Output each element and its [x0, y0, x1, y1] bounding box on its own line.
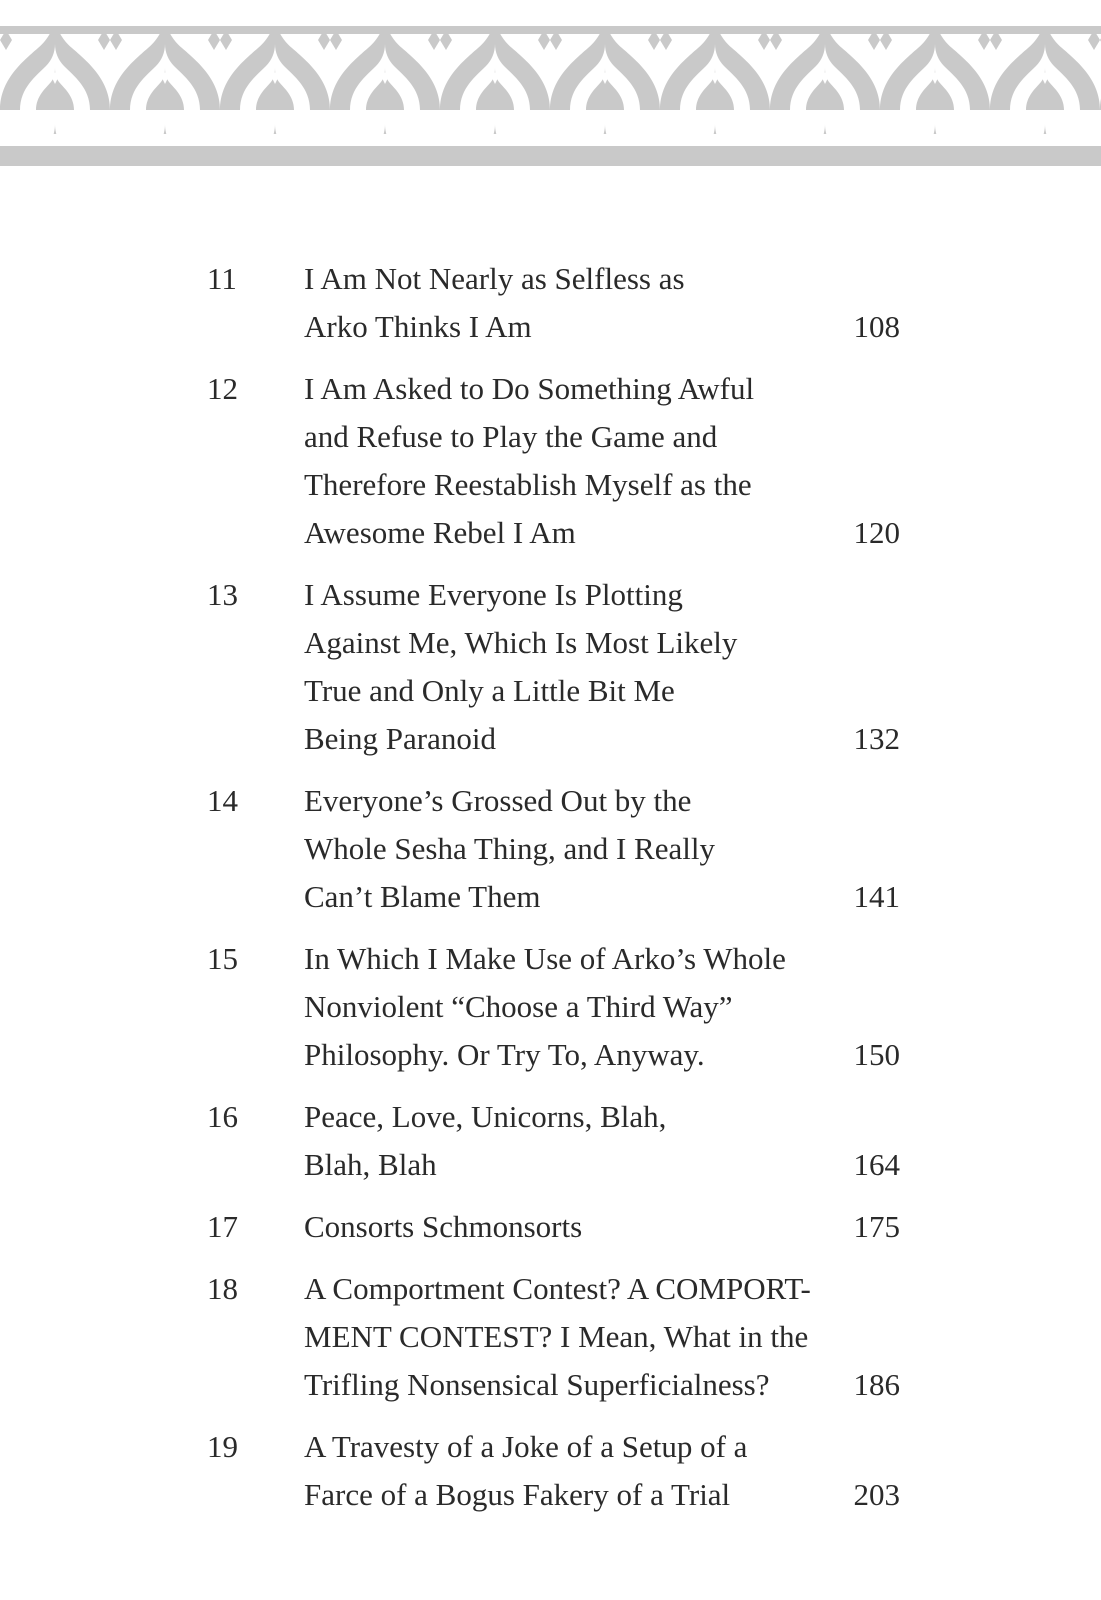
chapter-title-line: Can’t Blame Them	[304, 879, 541, 914]
toc-entry	[0, 777, 1101, 921]
chapter-number: 17	[207, 1209, 238, 1244]
chapter-number: 16	[207, 1099, 238, 1134]
chapter-title	[304, 1265, 834, 1409]
chapter-title	[304, 777, 834, 921]
chapter-title-line: Everyone’s Grossed Out by the	[304, 783, 692, 818]
chapter-title-line: and Refuse to Play the Game and	[304, 419, 718, 454]
page-number: 141	[853, 879, 900, 914]
toc-entry	[0, 1203, 1101, 1251]
chapter-title-line: Whole Sesha Thing, and I Really	[304, 831, 715, 866]
toc-entry	[0, 1265, 1101, 1409]
chapter-title-line: Consorts Schmonsorts	[304, 1209, 583, 1244]
chapter-title-line: Nonviolent “Choose a Third Way”	[304, 989, 733, 1024]
chapter-title-line: Philosophy. Or Try To, Anyway.	[304, 1037, 705, 1072]
toc-entry	[0, 1093, 1101, 1189]
chapter-title	[304, 1423, 834, 1519]
decorative-border-ornament	[0, 0, 1101, 175]
chapter-number: 19	[207, 1429, 238, 1464]
chapter-number: 14	[207, 783, 238, 818]
chapter-title-line: Blah, Blah	[304, 1147, 437, 1182]
page-number: 203	[853, 1477, 900, 1512]
chapter-title-line: Peace, Love, Unicorns, Blah,	[304, 1099, 667, 1134]
chapter-title-line: A Travesty of a Joke of a Setup of a	[304, 1429, 748, 1464]
table-of-contents	[0, 255, 1101, 1533]
chapter-title	[304, 1093, 834, 1189]
chapter-title	[304, 571, 834, 763]
chapter-number: 15	[207, 941, 238, 976]
page-number: 132	[853, 721, 900, 756]
chapter-number: 13	[207, 577, 238, 612]
toc-entry	[0, 571, 1101, 763]
toc-entry	[0, 1423, 1101, 1519]
chapter-title-line: Awesome Rebel I Am	[304, 515, 576, 550]
chapter-title-line: Arko Thinks I Am	[304, 309, 532, 344]
chapter-number: 18	[207, 1271, 238, 1306]
chapter-title-line: I Am Not Nearly as Selfless as	[304, 261, 685, 296]
toc-entry	[0, 935, 1101, 1079]
toc-entry	[0, 255, 1101, 351]
chapter-title-line: I Am Asked to Do Something Awful	[304, 371, 755, 406]
chapter-title-line: Against Me, Which Is Most Likely	[304, 625, 738, 660]
chapter-title-line: Farce of a Bogus Fakery of a Trial	[304, 1477, 731, 1512]
page-number: 164	[853, 1147, 900, 1182]
chapter-title	[304, 365, 834, 557]
chapter-title-line: Therefore Reestablish Myself as the	[304, 467, 752, 502]
page-number: 120	[853, 515, 900, 550]
chapter-title	[304, 935, 834, 1079]
toc-entry	[0, 365, 1101, 557]
page-number: 186	[853, 1367, 900, 1402]
chapter-number: 12	[207, 371, 238, 406]
chapter-title-line: Being Paranoid	[304, 721, 496, 756]
chapter-title-line: MENT CONTEST? I Mean, What in the	[304, 1319, 809, 1354]
chapter-title-line: Trifling Nonsensical Superficialness?	[304, 1367, 770, 1402]
chapter-title	[304, 1203, 834, 1251]
chapter-title-line: A Comportment Contest? A COMPORT-	[304, 1271, 811, 1306]
chapter-number: 11	[207, 261, 237, 296]
chapter-title-line: In Which I Make Use of Arko’s Whole	[304, 941, 786, 976]
chapter-title-line: I Assume Everyone Is Plotting	[304, 577, 683, 612]
page-number: 175	[853, 1209, 900, 1244]
page-number: 108	[853, 309, 900, 344]
page-number: 150	[853, 1037, 900, 1072]
chapter-title-line: True and Only a Little Bit Me	[304, 673, 675, 708]
chapter-title	[304, 255, 834, 351]
